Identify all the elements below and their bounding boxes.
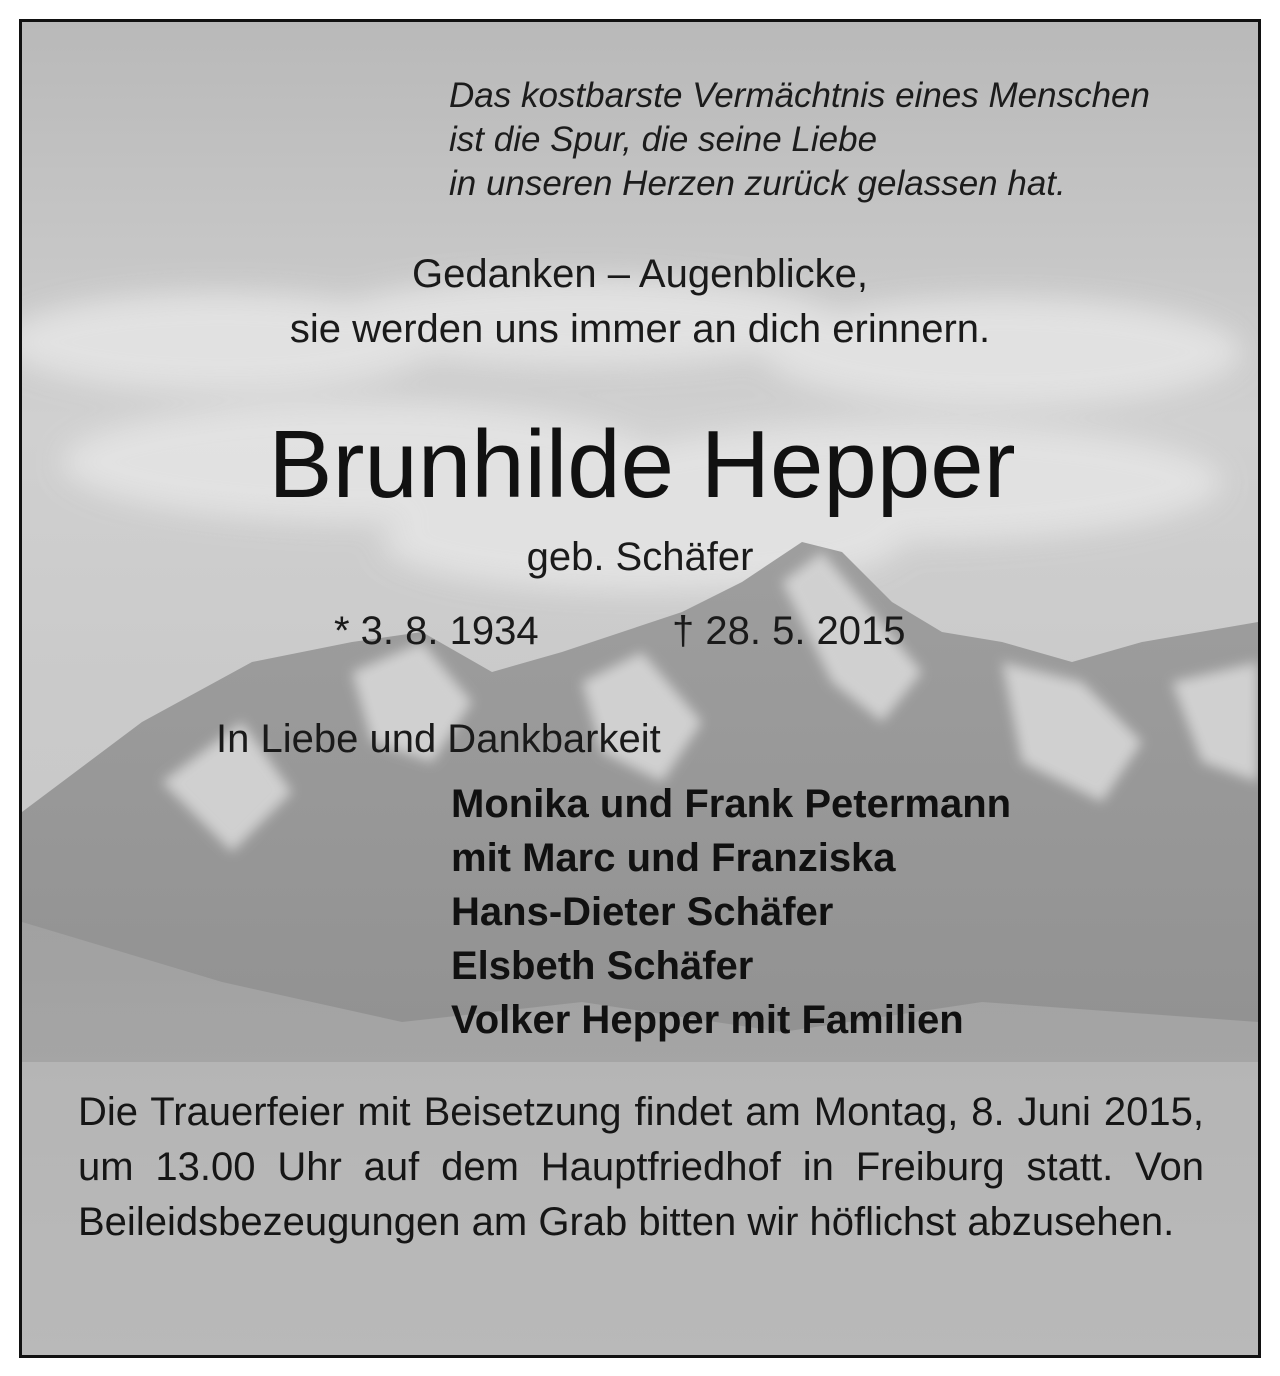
death-date: † 28. 5. 2015 bbox=[672, 609, 906, 653]
mourner-name: Hans-Dieter Schäfer bbox=[451, 890, 834, 934]
mourner-name: Volker Hepper mit Familien bbox=[451, 998, 964, 1042]
mourner-name: mit Marc und Franziska bbox=[451, 836, 896, 880]
funeral-notice: Die Trauerfeier mit Beisetzung findet am Montag, 8. Juni 2015, um 13.00 Uhr auf dem Hauptfriedhof in Freiburg statt. Von Beileidsbezeugungen am Grab bitten wir höflichst abzusehen. bbox=[78, 1090, 1204, 1244]
thoughts-line: sie werden uns immer an dich erinnern. bbox=[289, 307, 991, 351]
deceased-name: Brunhilde Hepper bbox=[268, 411, 1016, 518]
mourner-name: Monika und Frank Petermann bbox=[451, 782, 1012, 826]
birth-date: * 3. 8. 1934 bbox=[334, 609, 539, 653]
thoughts-line: Gedanken – Augenblicke, bbox=[412, 252, 868, 296]
motto-line: ist die Spur, die seine Liebe bbox=[449, 120, 878, 159]
obituary-frame bbox=[19, 19, 1261, 1358]
motto-line: in unseren Herzen zurück gelassen hat. bbox=[449, 164, 1066, 203]
motto-quote bbox=[449, 74, 1150, 206]
obituary-content bbox=[22, 22, 1258, 1355]
gratitude-line: In Liebe und Dankbarkeit bbox=[216, 717, 661, 761]
thoughts-verse bbox=[22, 247, 1258, 357]
maiden-name: geb. Schäfer bbox=[526, 535, 754, 579]
mourner-name: Elsbeth Schäfer bbox=[451, 944, 754, 988]
motto-line: Das kostbarste Vermächtnis eines Menschen bbox=[449, 76, 1150, 115]
mourners-list bbox=[451, 777, 1011, 1047]
